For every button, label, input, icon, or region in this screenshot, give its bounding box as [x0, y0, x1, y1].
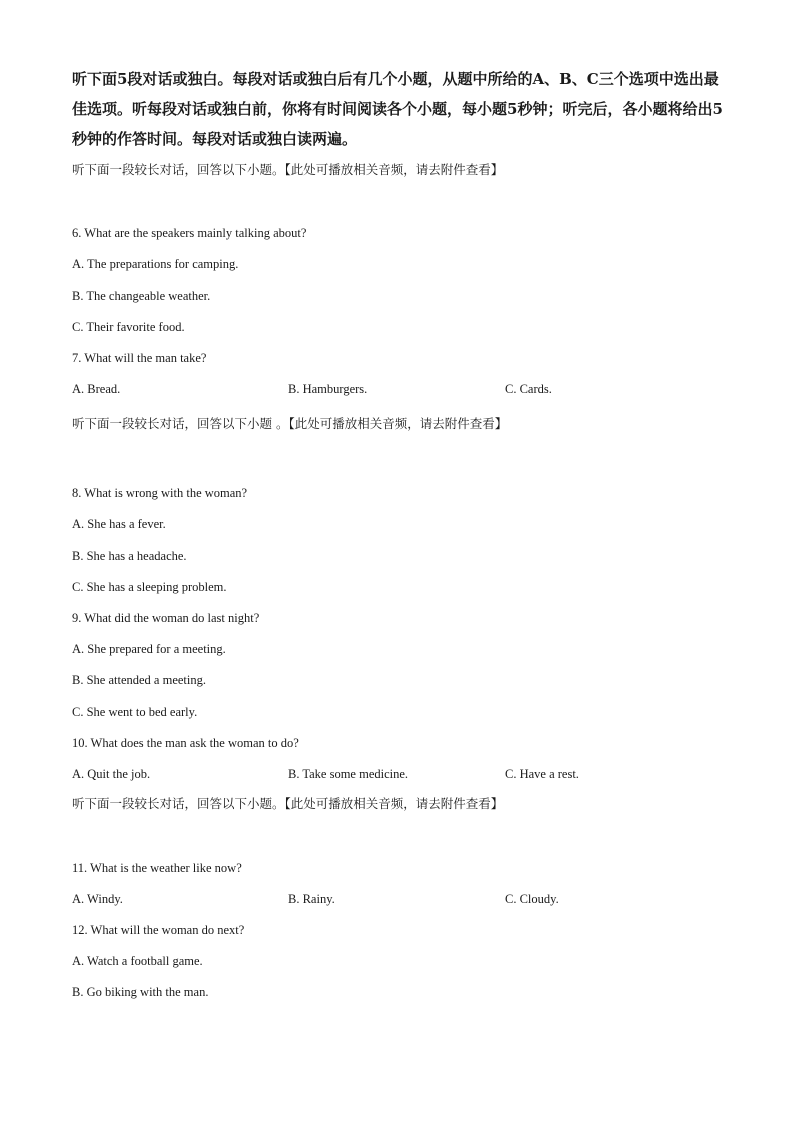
question-9-option-a: A. She prepared for a meeting.: [72, 642, 226, 656]
question-9-stem: 9. What did the woman do last night?: [72, 611, 260, 625]
question-7-stem: 7. What will the man take?: [72, 351, 207, 365]
question-6-stem: 6. What are the speakers mainly talking about?: [72, 226, 307, 240]
question-10-stem: 10. What does the man ask the woman to do?: [72, 736, 299, 750]
question-11-option-b: B. Rainy.: [288, 892, 335, 906]
question-12-stem: 12. What will the woman do next?: [72, 923, 245, 937]
question-10-option-b: B. Take some medicine.: [288, 767, 409, 781]
section-3-instruction: 听下面一段较长对话，回答以下小题。【此处可播放相关音频，请去附件查看】: [72, 796, 504, 811]
question-9-option-b: B. She attended a meeting.: [72, 673, 206, 687]
question-7-option-b: B. Hamburgers.: [288, 382, 368, 396]
question-10-option-c: C. Have a rest.: [505, 767, 579, 781]
question-6-option-c: C. Their favorite food.: [72, 320, 185, 334]
question-7-option-c: C. Cards.: [505, 382, 552, 396]
question-8-option-b: B. She has a headache.: [72, 549, 187, 563]
question-6-option-a: A. The preparations for camping.: [72, 257, 239, 271]
question-9-option-c: C. She went to bed early.: [72, 705, 198, 719]
question-6-option-b: B. The changeable weather.: [72, 289, 211, 303]
question-11-stem: 11. What is the weather like now?: [72, 861, 242, 875]
question-8-option-a: A. She has a fever.: [72, 517, 166, 531]
question-12-option-b: B. Go biking with the man.: [72, 985, 209, 999]
question-8-stem: 8. What is wrong with the woman?: [72, 486, 248, 500]
question-11-option-c: C. Cloudy.: [505, 892, 559, 906]
question-12-option-a: A. Watch a football game.: [72, 954, 203, 968]
question-11-option-a: A. Windy.: [72, 892, 123, 906]
question-8-option-c: C. She has a sleeping problem.: [72, 580, 227, 594]
section-2-instruction: 听下面一段较长对话，回答以下小题 。【此处可播放相关音频，请去附件查看】: [72, 416, 508, 431]
section-1-instruction: 听下面一段较长对话，回答以下小题。【此处可播放相关音频，请去附件查看】: [72, 162, 504, 177]
question-7-option-a: A. Bread.: [72, 382, 121, 396]
question-10-option-a: A. Quit the job.: [72, 767, 151, 781]
listening-instructions: 听下面5段对话或独白。每段对话或独白后有几个小题，从题中所给的A、B、C三个选项中选出最佳选项。听每段对话或独白前，你将有时间阅读各个小题，每小题5秒钟；听完后，各小题将给出5秒钟的作答时间。每段对话或独白读两遍。: [72, 70, 723, 148]
